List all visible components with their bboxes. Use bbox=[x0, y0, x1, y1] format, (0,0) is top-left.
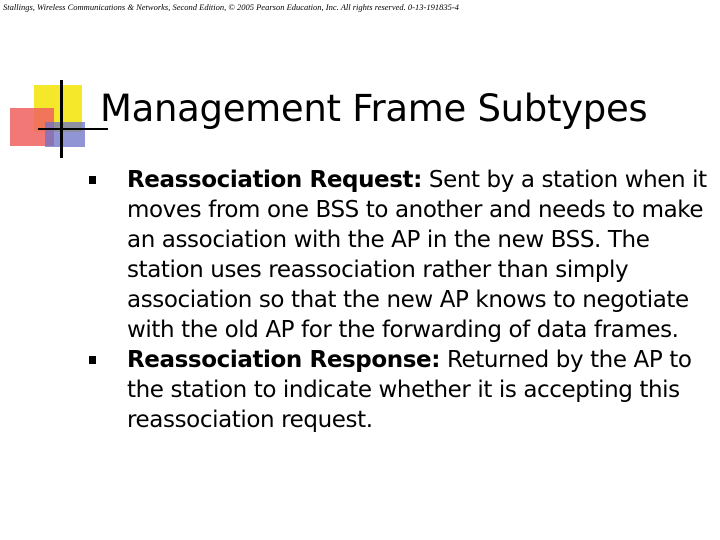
square-bullet-icon bbox=[89, 356, 96, 364]
bullet-item-reassociation-response bbox=[89, 345, 714, 435]
slide-logo-graphic bbox=[0, 0, 110, 170]
bullet-term: Reassociation Request: bbox=[127, 167, 422, 193]
bullet-text: Returned by the AP to the station to indicate whether it is accepting this reassociation request. bbox=[127, 347, 692, 433]
bullet-item-reassociation-request bbox=[89, 165, 714, 345]
horizontal-rule bbox=[38, 128, 108, 130]
slide-title: Management Frame Subtypes bbox=[100, 87, 648, 130]
copyright-notice: Stallings, Wireless Communications & Networks, Second Edition, © 2005 Pearson Education, Inc. All rights reserved. 0-13-191835-4 bbox=[3, 2, 459, 12]
bullet-text: Sent by a station when it moves from one BSS to another and needs to make an association with the AP in the new BSS. The station uses reassociation rather than simply association so that the new AP knows to negotiate with the old AP for the forwarding of data frames. bbox=[127, 167, 707, 343]
bullet-list bbox=[89, 165, 714, 435]
bullet-term: Reassociation Response: bbox=[127, 347, 441, 373]
blue-square bbox=[45, 122, 85, 147]
vertical-rule bbox=[60, 80, 63, 158]
square-bullet-icon bbox=[89, 176, 96, 184]
